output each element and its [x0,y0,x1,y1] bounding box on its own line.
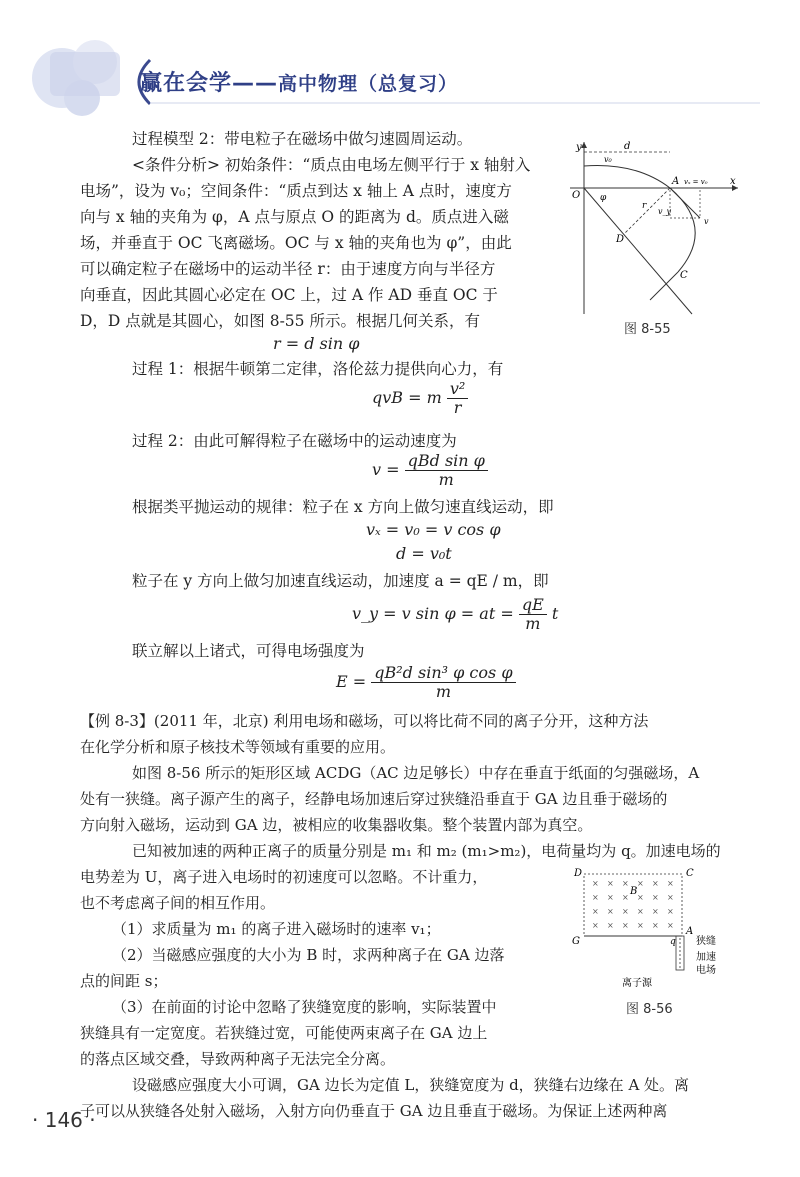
label-field2: 电场 [696,965,716,976]
equation [372,380,468,417]
header-decoration [0,0,800,120]
text-line: 点的间距 s； [80,972,168,990]
text-line: D，D 点就是其圆心，如图 8-55 所示。根据几何关系，有 [80,312,480,330]
label-vx: vₓ = v₀ [684,178,708,186]
eq-tail: t [551,604,559,623]
brand-main: 赢在会学 [140,71,233,96]
field-cross: × [637,907,644,916]
label-B: B [630,886,638,897]
equation: r = d sin φ [273,334,360,353]
text-line: 设磁感应强度大小可调，GA 边长为定值 L，狭缝宽度为 d，狭缝右边缘在 A 处。离 [132,1076,690,1094]
label-slit: 狭缝 [696,936,716,947]
denominator: m [435,682,451,701]
equation [336,664,516,701]
question-3: （3）在前面的讨论中忽略了狭缝宽度的影响，实际装置中 [112,998,497,1016]
label-r: r [642,201,647,211]
text-line: 向垂直，因此其圆心必定在 OC 上，过 A 作 AD 垂直 OC 于 [80,286,498,304]
text-line: 也不考虑离子间的相互作用。 [80,894,276,912]
field-cross: × [637,893,644,902]
numerator: qE [519,596,547,615]
label-O: O [572,190,581,201]
label-C: C [686,868,694,879]
text-line: 已知被加速的两种正离子的质量分别是 m₁ 和 m₂ (m₁>m₂)，电荷量均为 q。加速电场的 [132,842,721,860]
label-v0: v₀ [604,155,612,164]
field-cross: × [652,907,659,916]
eq-lhs: E = [336,672,367,691]
field-cross: × [622,907,629,916]
text-line: 过程模型 2：带电粒子在磁场中做匀速圆周运动。 [132,130,473,148]
field-cross: × [622,921,629,930]
text-line: 联立解以上诸式，可得电场强度为 [132,642,365,660]
label-source: 离子源 [622,978,652,989]
field-cross: × [667,907,674,916]
field-cross: × [667,879,674,888]
field-cross: × [592,879,599,888]
equation: d = v₀t [396,544,452,563]
denominator: m [525,614,541,633]
slit-box [676,936,684,970]
field-cross: × [607,879,614,888]
field-cross: × [652,893,659,902]
figure-caption: 图 8-55 [624,322,671,337]
example-heading: 【例 8-3】(2011 年，北京) 利用电场和磁场，可以将比荷不同的离子分开，这种方法 [80,712,649,730]
field-cross: × [607,921,614,930]
label-G: G [572,936,580,947]
brand-dash: —— [232,71,279,96]
equation [352,596,558,633]
field-cross: × [652,921,659,930]
denominator: m [438,470,454,489]
page-number: · 146 · [32,1108,96,1132]
text-line: 方向射入磁场，运动到 GA 边，被相应的收集器收集。整个装置内部为真空。 [80,816,593,834]
field-cross: × [622,879,629,888]
field-cross: × [607,907,614,916]
text-line: 过程 1：根据牛顿第二定律，洛伦兹力提供向心力，有 [132,360,504,378]
fraction [405,452,488,489]
label-field1: 加速 [696,952,716,963]
label-y: y [576,142,582,153]
field-cross: × [667,893,674,902]
field-cross: × [622,893,629,902]
denominator: r [453,398,462,417]
label-q: q [670,937,676,947]
label-D: D [574,868,583,879]
eq-lhs: v_y = v sin φ = at = [352,604,514,623]
text-line: 狭缝具有一定宽度。若狭缝过宽，可能使两束离子在 GA 边上 [80,1024,488,1042]
figure-8-55 [566,138,746,320]
electric-trajectory [584,165,670,188]
equation: vₓ = v₀ = v cos φ [366,520,501,539]
field-cross: × [607,893,614,902]
question-2: （2）当磁感应强度的大小为 B 时，求两种离子在 GA 边落 [112,946,505,964]
label-v: v [704,217,709,226]
exit-velocity [650,272,678,300]
field-cross: × [637,879,644,888]
label-A: A [672,176,680,187]
label-phi: φ [600,193,607,203]
text-line: 粒子在 y 方向上做匀加速直线运动，加速度 a = qE / m，即 [132,572,549,590]
label-A: A [686,926,694,937]
brand-title [140,66,458,97]
fraction [447,380,468,417]
fraction [371,664,515,701]
text-line: 向与 x 轴的夹角为 φ，A 点与原点 O 的距离为 d。质点进入磁 [80,208,509,226]
numerator: v² [447,380,468,399]
label-d: d [624,141,631,152]
v-vector [670,188,700,218]
text-line: 场，并垂直于 OC 飞离磁场。OC 与 x 轴的夹角也为 φ”，由此 [80,234,512,252]
field-cross: × [667,921,674,930]
figure-caption: 图 8-56 [626,1002,673,1017]
field-cross: × [592,907,599,916]
text-line: 可以确定粒子在磁场中的运动半径 r：由于速度方向与半径方 [80,260,496,278]
label-x: x [730,176,736,187]
numerator: qBd sin φ [405,452,488,471]
label-C: C [680,270,688,281]
field-cross: × [637,921,644,930]
text-line: 根据类平抛运动的规律：粒子在 x 方向上做匀速直线运动，即 [132,498,554,516]
text-line: 电场”，设为 v₀；空间条件：“质点到达 x 轴上 A 点时，速度方 [80,182,512,200]
eq-lhs: qvB = m [372,388,442,407]
field-cross: × [592,893,599,902]
field-cross: × [652,879,659,888]
equation [372,452,488,489]
text-line: 处有一狭缝。离子源产生的离子，经静电场加速后穿过狭缝沿垂直于 GA 边且垂于磁场的 [80,790,668,808]
text-line: 电势差为 U，离子进入电场时的初速度可以忽略。不计重力， [80,868,488,886]
text-line: 如图 8-56 所示的矩形区域 ACDG（AC 边足够长）中存在垂直于纸面的匀强磁场，A [132,764,700,782]
eq-lhs: v = [372,460,400,479]
fraction [519,596,547,633]
label-vy: v_y [658,207,672,216]
text-line: 在化学分析和原子核技术等领域有重要的应用。 [80,738,396,756]
brand-subtitle: 高中物理（总复习） [278,73,459,95]
text-line: 的落点区域交叠，导致两种离子无法完全分离。 [80,1050,396,1068]
label-D: D [616,234,625,245]
numerator: qB²d sin³ φ cos φ [371,664,515,683]
figure-8-56 [566,862,736,992]
oc-line [584,188,692,314]
text-line: <条件分析> 初始条件：“质点由电场左侧平行于 x 轴射入 [132,156,531,174]
page-header [0,0,800,120]
field-cross: × [592,921,599,930]
text-line: 过程 2：由此可解得粒子在磁场中的运动速度为 [132,432,457,450]
question-1: （1）求质量为 m₁ 的离子进入磁场时的速率 v₁； [112,920,441,938]
text-line: 子可以从狭缝各处射入磁场，入射方向仍垂直于 GA 边且垂直于磁场。为保证上述两种离 [80,1102,668,1120]
